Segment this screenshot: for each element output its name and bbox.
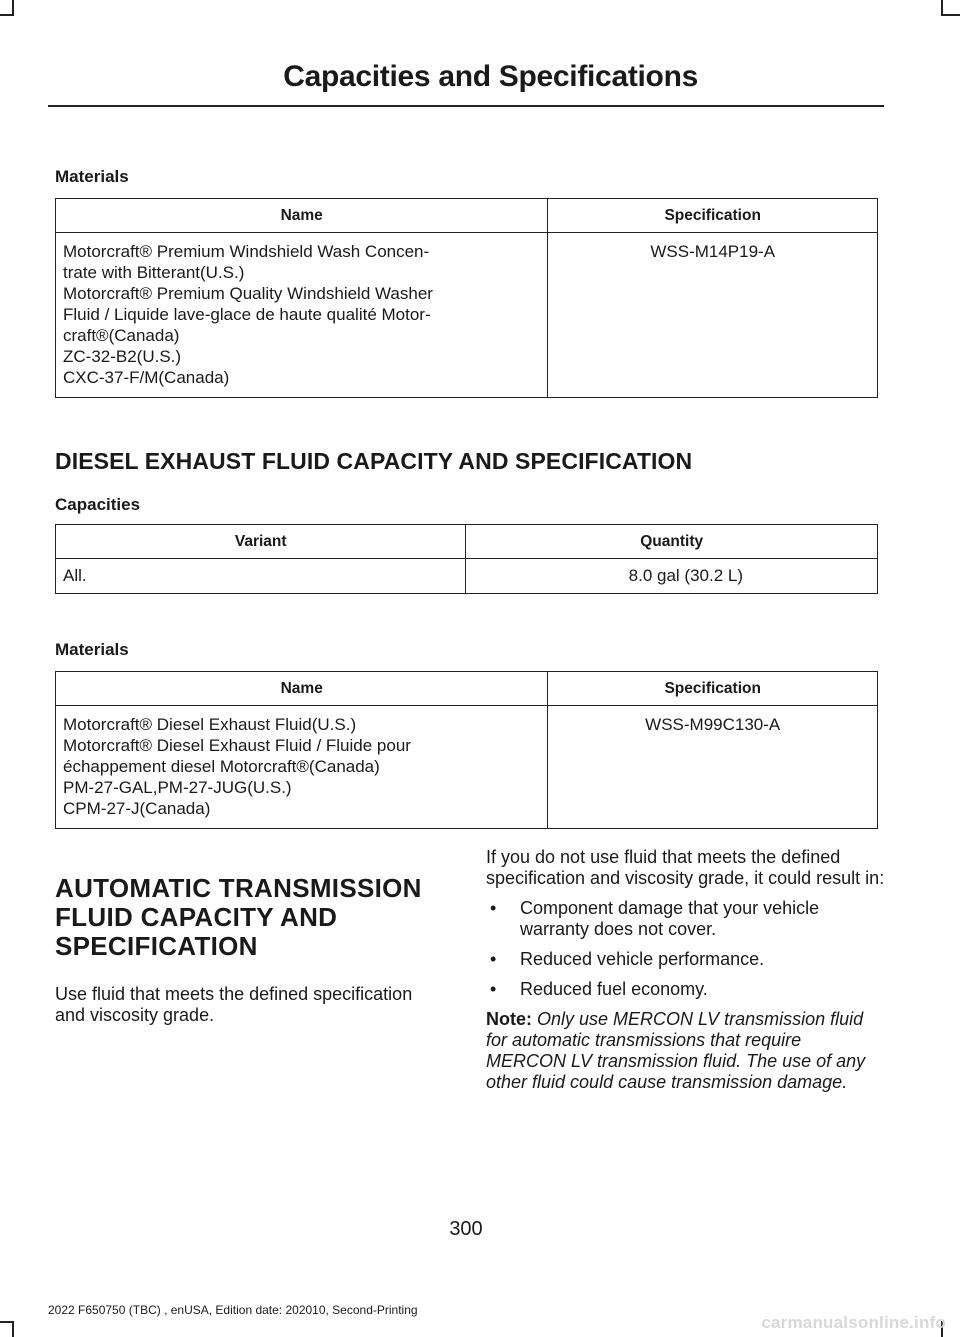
table-header-row	[56, 672, 878, 706]
warning-paragraph: If you do not use fluid that meets the defined specification and viscosity grade, it could result in:	[486, 847, 885, 888]
column-header-quantity: Quantity	[466, 525, 878, 559]
list-item	[486, 979, 886, 1000]
table-row	[56, 233, 878, 398]
list-item-text: Component damage that your vehicle warranty does not cover.	[520, 898, 820, 939]
list-item	[486, 949, 886, 970]
def-section-heading: DIESEL EXHAUST FLUID CAPACITY AND SPECIFICATION	[55, 448, 693, 474]
crop-mark	[12, 1321, 14, 1337]
washer-fluid-materials-table	[55, 198, 878, 398]
table-header-row	[56, 199, 878, 233]
def-materials-table	[55, 671, 878, 829]
column-header-name: Name	[56, 199, 548, 233]
variant-cell: All.	[56, 559, 466, 594]
watermark: carmanualsonline.info	[761, 1313, 946, 1332]
page-title: Capacities and Specifications	[283, 60, 698, 93]
specification-cell: WSS-M99C130-A	[548, 706, 878, 829]
list-item	[486, 898, 886, 940]
crop-mark	[941, 0, 943, 14]
consequence-list	[486, 898, 886, 1000]
atf-right-column	[486, 847, 886, 1093]
quantity-cell: 8.0 gal (30.2 L)	[466, 559, 878, 594]
table-header-row	[56, 525, 878, 559]
bullet-icon: •	[490, 949, 497, 969]
material-name-cell: Motorcraft® Diesel Exhaust Fluid(U.S.) Motorcraft® Diesel Exhaust Fluid / Fluide pour échappement diesel Motorcraft®(Canada) PM-27-GAL,PM-27-JUG(U.S.) CPM-27-J(Canada)	[56, 706, 548, 829]
capacities-label: Capacities	[55, 495, 141, 514]
materials-label: Materials	[55, 640, 129, 659]
header-divider	[48, 105, 884, 107]
def-capacities-table	[55, 524, 878, 594]
column-header-specification: Specification	[548, 672, 878, 706]
table-row	[56, 706, 878, 829]
crop-mark	[941, 14, 960, 16]
atf-section-heading	[55, 874, 422, 961]
page-number: 300	[449, 1218, 483, 1240]
crop-mark	[12, 0, 14, 14]
column-header-variant: Variant	[56, 525, 466, 559]
material-name-cell: Motorcraft® Premium Windshield Wash Concen- trate with Bitterant(U.S.) Motorcraft® Premium Quality Windshield Washer Fluid / Liquide lave-glace de haute qualité Motor- craft®(Canada) ZC-32-B2(U.S.) CXC-37-F/M(Canada)	[56, 233, 548, 398]
materials-label: Materials	[55, 167, 129, 186]
list-item-text: Reduced vehicle performance.	[520, 949, 765, 969]
list-item-text: Reduced fuel economy.	[520, 979, 708, 999]
column-header-specification: Specification	[548, 199, 878, 233]
footer-edition-info: 2022 F650750 (TBC) , enUSA, Edition date: 202010, Second-Printing	[48, 1303, 418, 1317]
note-text: Only use MERCON LV transmission fluid for automatic transmissions that require MERCON LV transmission fluid. The use of any other fluid could cause transmission damage.	[486, 1009, 866, 1092]
crop-mark	[0, 1321, 14, 1323]
note-paragraph	[486, 1009, 886, 1093]
table-row	[56, 559, 878, 594]
bullet-icon: •	[490, 898, 497, 918]
bullet-icon: •	[490, 979, 497, 999]
specification-cell: WSS-M14P19-A	[548, 233, 878, 398]
heading-line: FLUID CAPACITY AND	[55, 902, 338, 932]
heading-line: AUTOMATIC TRANSMISSION	[55, 873, 422, 903]
heading-line: SPECIFICATION	[55, 931, 258, 961]
crop-mark	[0, 14, 14, 16]
column-header-name: Name	[56, 672, 548, 706]
note-label: Note:	[486, 1009, 532, 1029]
atf-intro-paragraph: Use fluid that meets the defined specification and viscosity grade.	[55, 984, 413, 1025]
